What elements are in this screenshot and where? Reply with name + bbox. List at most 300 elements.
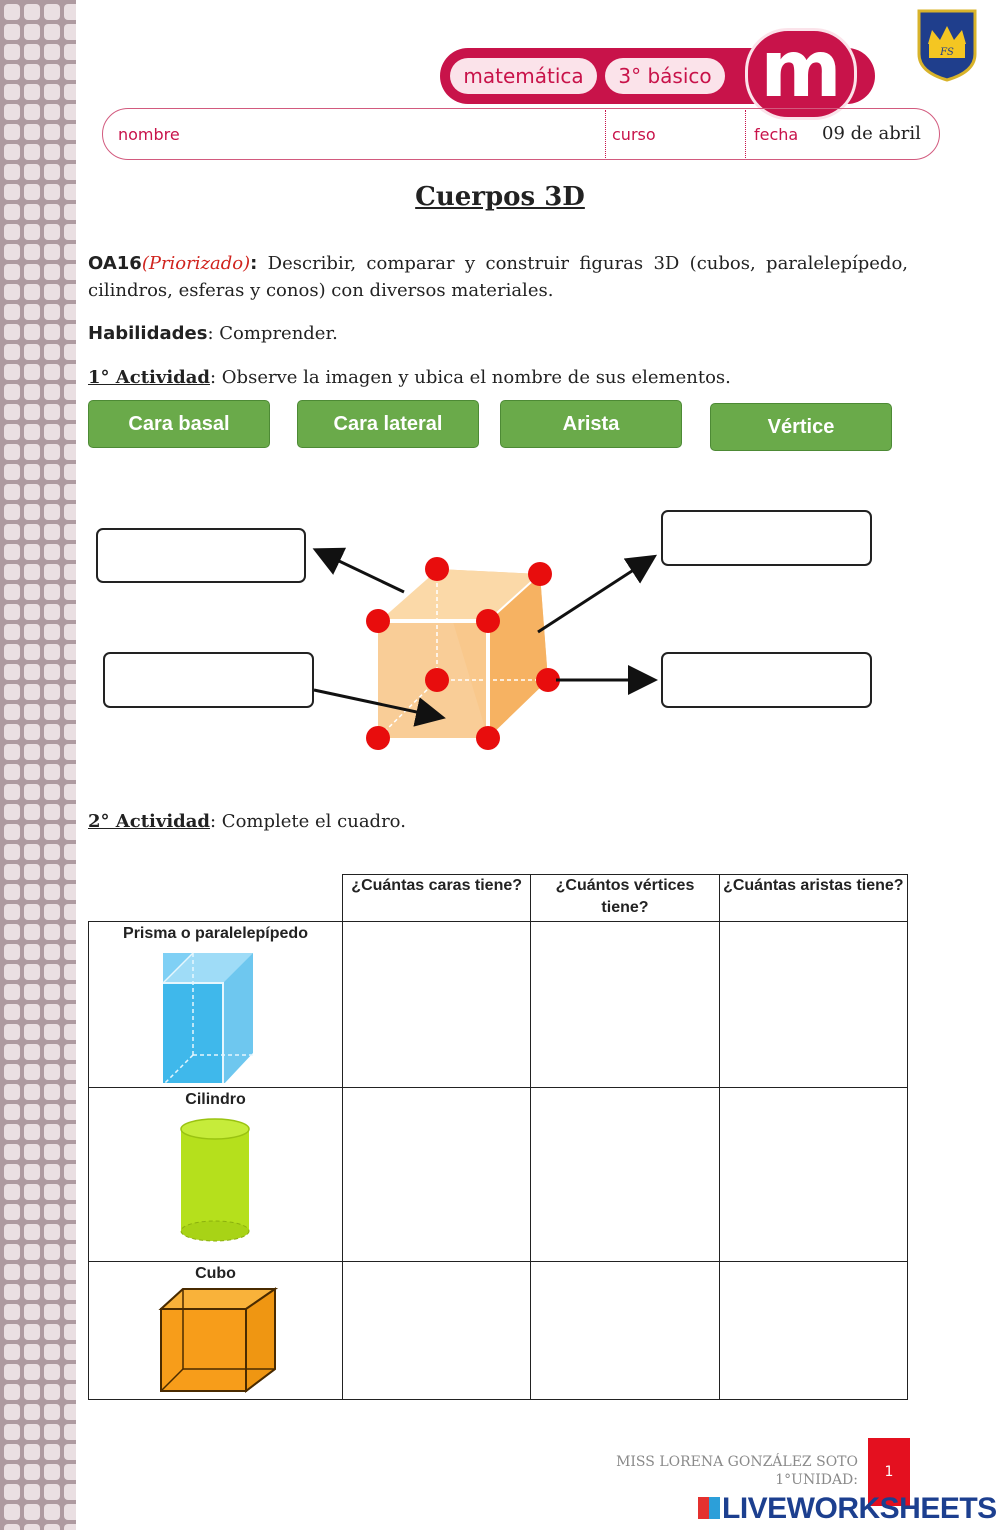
answer-cell-caras[interactable] [343,1088,531,1262]
sidebar-tile [4,404,20,420]
answer-cell-vertices[interactable] [531,1262,719,1400]
activity1-text: : Observe la imagen y ubica el nombre de sus elementos. [210,367,731,388]
sidebar-tile [44,684,60,700]
sidebar-tile [64,804,76,820]
sidebar-tile [4,1384,20,1400]
sidebar-tile [64,1104,76,1120]
sidebar-tile [64,284,76,300]
subject-label: matemática [450,58,597,94]
sidebar-tile [64,304,76,320]
sidebar-tile [44,1404,60,1420]
sidebar-tile [44,1344,60,1360]
sidebar-tile [64,544,76,560]
sidebar-tile [24,924,40,940]
answer-cell-caras[interactable] [343,922,531,1088]
sidebar-tile [4,544,20,560]
activity2-instruction [88,808,908,835]
footer-unit: 1°UNIDAD: [775,1472,858,1488]
sidebar-tile [24,404,40,420]
sidebar-tile [4,1264,20,1280]
footer-author: MISS LORENA GONZÁLEZ SOTO [616,1454,858,1470]
sidebar-tile [64,164,76,180]
sidebar-tile [44,124,60,140]
page-title: Cuerpos 3D [415,182,585,212]
sidebar-tile [4,1144,20,1160]
row-label-cubo: Cubo [195,1265,236,1282]
sidebar-tile [4,604,20,620]
sidebar-tile [4,844,20,860]
sidebar-tile [64,24,76,40]
sidebar-tile [64,44,76,60]
sidebar-tile [24,4,40,20]
answer-cell-aristas[interactable] [719,1088,907,1262]
sidebar-tile [24,1224,40,1240]
sidebar-tile [4,664,20,680]
sidebar-tile [44,324,60,340]
sidebar-tile [44,584,60,600]
sidebar-tile [64,464,76,480]
sidebar-tile [44,964,60,980]
row-label-cell [89,922,343,1088]
sidebar-tile [4,324,20,340]
sidebar-tile [24,864,40,880]
sidebar-tile [4,804,20,820]
sidebar-tile [24,1364,40,1380]
sidebar-tile [24,464,40,480]
sidebar-tile [24,1184,40,1200]
sidebar-tile [4,744,20,760]
sidebar-tile [24,724,40,740]
sidebar-tile [24,224,40,240]
sidebar-tile [4,964,20,980]
sidebar-tile [24,964,40,980]
sidebar-tile [24,44,40,60]
option-cara-lateral[interactable]: Cara lateral [297,400,479,448]
answer-cell-vertices[interactable] [531,922,719,1088]
sidebar-tile [64,1504,76,1520]
answer-cell-caras[interactable] [343,1262,531,1400]
answer-cell-aristas[interactable] [719,1262,907,1400]
sidebar-tile [44,144,60,160]
sidebar-tile [44,224,60,240]
answer-box-top-right[interactable] [661,510,872,566]
sidebar-tile [64,884,76,900]
sidebar-tile [4,1524,20,1530]
sidebar-tile [4,584,20,600]
field-separator [745,110,746,158]
sidebar-tile [24,1004,40,1020]
sidebar-tile [24,784,40,800]
answer-box-bottom-right[interactable] [661,652,872,708]
sidebar-tile [44,1304,60,1320]
sidebar-tile [4,1204,20,1220]
answer-box-bottom-left[interactable] [103,652,314,708]
row-label-cell [89,1262,343,1400]
row-label-cilindro: Cilindro [185,1091,246,1108]
sidebar-tile [44,1284,60,1300]
sidebar-tile [64,224,76,240]
sidebar-tile [44,264,60,280]
sidebar-tile [44,604,60,620]
sidebar-tile [64,724,76,740]
sidebar-tile [64,564,76,580]
sidebar-tile [64,1124,76,1140]
sidebar-tile [4,1364,20,1380]
sidebar-tile [4,444,20,460]
sidebar-tile [4,1224,20,1240]
sidebar-tile [44,364,60,380]
sidebar-tile [4,1184,20,1200]
sidebar-tile [44,1524,60,1530]
sidebar-tile [64,944,76,960]
sidebar-tile [44,4,60,20]
name-field-label: nombre [118,125,180,144]
sidebar-tile [44,1244,60,1260]
vertex-dot [476,726,500,750]
sidebar-tile [4,1004,20,1020]
decorative-sidebar [0,0,76,1530]
sidebar-tile [4,924,20,940]
sidebar-tile [24,904,40,920]
sidebar-tile [24,944,40,960]
sidebar-tile [44,64,60,80]
sidebar-tile [44,1024,60,1040]
answer-box-top-left[interactable] [96,528,306,583]
page-number: 1 [868,1438,910,1506]
sidebar-tile [44,484,60,500]
sidebar-tile [4,1504,20,1520]
sidebar-tile [44,864,60,880]
sidebar-tile [44,664,60,680]
sidebar-tile [24,804,40,820]
sidebar-tile [44,764,60,780]
sidebar-tile [4,524,20,540]
vertex-dot [425,668,449,692]
sidebar-tile [4,264,20,280]
column-header-aristas: ¿Cuántas aristas tiene? [719,875,907,922]
table-row [89,1262,908,1400]
sidebar-tile [44,984,60,1000]
sidebar-tile [44,1124,60,1140]
sidebar-tile [24,324,40,340]
option-cara-basal[interactable]: Cara basal [88,400,270,448]
sidebar-tile [24,124,40,140]
sidebar-tile [64,1444,76,1460]
sidebar-tile [44,944,60,960]
sidebar-tile [4,84,20,100]
sidebar-tile [4,1244,20,1260]
sidebar-tile [24,1104,40,1120]
sidebar-tile [4,1444,20,1460]
sidebar-tile [4,784,20,800]
sidebar-tile [44,1044,60,1060]
sidebar-tile [4,1464,20,1480]
sidebar-tile [44,1384,60,1400]
subject-logo: m [745,28,857,120]
sidebar-tile [24,584,40,600]
sidebar-tile [64,384,76,400]
sidebar-tile [24,1424,40,1440]
sidebar-tile [24,444,40,460]
date-field-label: fecha [754,125,799,144]
vertex-dot [366,726,390,750]
sidebar-tile [24,824,40,840]
sidebar-tile [24,984,40,1000]
sidebar-tile [4,1104,20,1120]
sidebar-tile [24,364,40,380]
sidebar-tile [4,1124,20,1140]
sidebar-tile [44,564,60,580]
sidebar-tile [44,924,60,940]
sidebar-tile [44,884,60,900]
sidebar-tile [64,1224,76,1240]
sidebar-tile [4,104,20,120]
svg-text:FS: FS [940,47,954,58]
sidebar-tile [64,584,76,600]
sidebar-tile [24,164,40,180]
sidebar-tile [24,304,40,320]
skills-text: : Comprender. [207,323,338,344]
sidebar-tile [44,164,60,180]
sidebar-tile [24,744,40,760]
sidebar-tile [64,504,76,520]
sidebar-tile [24,884,40,900]
objective-paragraph [88,250,908,304]
sidebar-tile [24,1404,40,1420]
sidebar-tile [44,1144,60,1160]
sidebar-tile [64,1064,76,1080]
sidebar-tile [44,644,60,660]
cylinder-illustration [89,1109,342,1249]
date-value: 09 de abril [822,123,921,144]
sidebar-tile [44,904,60,920]
sidebar-tile [64,324,76,340]
sidebar-tile [4,304,20,320]
sidebar-tile [24,264,40,280]
sidebar-tile [64,964,76,980]
sidebar-tile [64,1184,76,1200]
sidebar-tile [24,24,40,40]
sidebar-tile [24,1464,40,1480]
sidebar-tile [64,1284,76,1300]
sidebar-tile [4,1024,20,1040]
sidebar-tile [4,1324,20,1340]
student-info-bar [102,108,940,160]
sidebar-tile [4,224,20,240]
sidebar-tile [24,1524,40,1530]
sidebar-tile [24,764,40,780]
sidebar-tile [44,1424,60,1440]
column-header-vertices: ¿Cuántos vértices tiene? [531,875,719,922]
sidebar-tile [44,104,60,120]
vertex-dot [425,557,449,581]
sidebar-tile [44,1464,60,1480]
sidebar-tile [44,304,60,320]
sidebar-tile [44,1444,60,1460]
vertex-dot [476,609,500,633]
sidebar-tile [24,284,40,300]
sidebar-tile [4,564,20,580]
sidebar-tile [24,1344,40,1360]
activity2-text: : Complete el cuadro. [210,811,406,832]
sidebar-tile [44,844,60,860]
sidebar-tile [24,424,40,440]
sidebar-tile [24,1244,40,1260]
sidebar-tile [44,24,60,40]
sidebar-tile [4,4,20,20]
sidebar-tile [24,1064,40,1080]
sidebar-tile [4,1084,20,1100]
sidebar-tile [64,64,76,80]
table-row [89,1088,908,1262]
sidebar-tile [44,1184,60,1200]
sidebar-tile [44,284,60,300]
sidebar-tile [4,724,20,740]
sidebar-tile [64,1424,76,1440]
sidebar-tile [24,244,40,260]
sidebar-tile [44,444,60,460]
sidebar-tile [24,564,40,580]
sidebar-tile [44,404,60,420]
sidebar-tile [64,1464,76,1480]
field-separator [605,110,606,158]
sidebar-tile [4,824,20,840]
sidebar-tile [4,704,20,720]
sidebar-tile [64,144,76,160]
sidebar-tile [64,1244,76,1260]
sidebar-tile [24,844,40,860]
sidebar-tile [24,64,40,80]
sidebar-tile [44,424,60,440]
sidebar-tile [24,1484,40,1500]
brand-text: LIVEWORKSHEETS [722,1492,997,1525]
sidebar-tile [64,1164,76,1180]
sidebar-tile [64,404,76,420]
sidebar-tile [44,724,60,740]
sidebar-tile [24,484,40,500]
sidebar-tile [44,704,60,720]
sidebar-tile [64,1304,76,1320]
sidebar-tile [4,284,20,300]
activity1-instruction [88,364,908,391]
sidebar-tile [4,904,20,920]
sidebar-tile [44,384,60,400]
sidebar-tile [64,624,76,640]
sidebar-tile [4,1484,20,1500]
sidebar-tile [44,1224,60,1240]
sidebar-tile [24,1504,40,1520]
sidebar-tile [64,1024,76,1040]
sidebar-tile [64,84,76,100]
objective-tag: (Priorizado) [141,253,251,274]
sidebar-tile [44,804,60,820]
sidebar-tile [64,864,76,880]
sidebar-tile [64,1084,76,1100]
sidebar-tile [64,1404,76,1420]
sidebar-tile [44,744,60,760]
skills-label: Habilidades [88,323,208,344]
sidebar-tile [64,1144,76,1160]
option-vertice[interactable]: Vértice [710,403,892,451]
activity1-label: 1° Actividad [88,367,211,388]
vertex-dot [366,609,390,633]
answer-cell-vertices[interactable] [531,1088,719,1262]
sidebar-tile [44,824,60,840]
sidebar-tile [64,704,76,720]
sidebar-tile [4,344,20,360]
objective-colon: : [250,253,258,274]
sidebar-tile [24,1204,40,1220]
sidebar-tile [4,624,20,640]
prism-illustration [89,943,342,1083]
sidebar-tile [24,524,40,540]
row-label-prisma: Prisma o paralelepípedo [123,925,308,942]
sidebar-tile [44,84,60,100]
sidebar-tile [64,984,76,1000]
answer-cell-aristas[interactable] [719,922,907,1088]
sidebar-tile [44,544,60,560]
level-label: 3° básico [605,58,725,94]
sidebar-tile [24,1324,40,1340]
sidebar-tile [64,1524,76,1530]
sidebar-tile [4,424,20,440]
sidebar-tile [4,1424,20,1440]
sidebar-tile [64,424,76,440]
sidebar-tile [4,464,20,480]
sidebar-tile [4,484,20,500]
sidebar-tile [24,1084,40,1100]
sidebar-tile [24,1124,40,1140]
sidebar-tile [64,744,76,760]
sidebar-tile [64,1384,76,1400]
sidebar-tile [64,1264,76,1280]
cube-diagram [300,540,660,760]
sidebar-tile [24,704,40,720]
sidebar-tile [24,504,40,520]
option-arista[interactable]: Arista [500,400,682,448]
sidebar-tile [64,824,76,840]
sidebar-tile [24,384,40,400]
sidebar-tile [64,844,76,860]
sidebar-tile [4,764,20,780]
shapes-table [88,874,908,1400]
sidebar-tile [4,1284,20,1300]
sidebar-tile [64,1044,76,1060]
sidebar-tile [64,1324,76,1340]
sidebar-tile [64,1484,76,1500]
sidebar-tile [44,244,60,260]
cube-illustration [89,1283,342,1395]
sidebar-tile [24,1264,40,1280]
sidebar-tile [64,664,76,680]
sidebar-tile [44,624,60,640]
sidebar-tile [64,764,76,780]
column-header-caras: ¿Cuántas caras tiene? [343,875,531,922]
sidebar-tile [44,1104,60,1120]
sidebar-tile [24,664,40,680]
sidebar-tile [24,1284,40,1300]
sidebar-tile [44,1504,60,1520]
sidebar-tile [44,504,60,520]
brand-icon [698,1497,720,1519]
vertex-dot [528,562,552,586]
sidebar-tile [44,1364,60,1380]
sidebar-tile [64,784,76,800]
sidebar-tile [4,244,20,260]
sidebar-tile [64,924,76,940]
sidebar-tile [4,644,20,660]
empty-corner-cell [89,875,343,922]
